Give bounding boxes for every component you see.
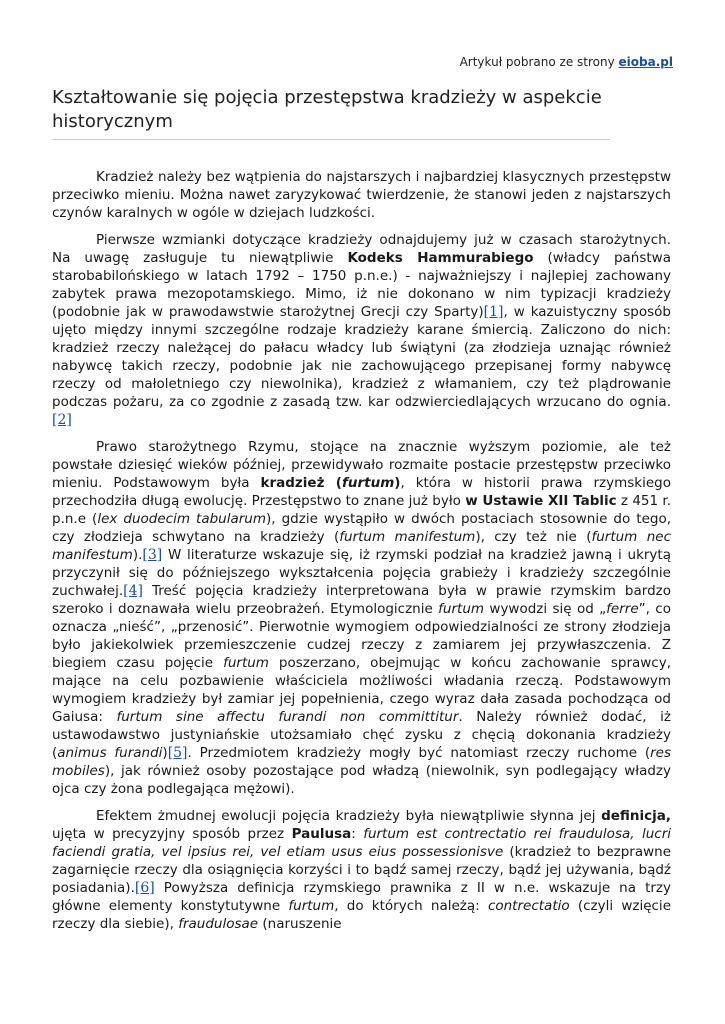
paragraph-2: Pierwsze wzmianki dotyczące kradzieży odnajdujemy już w czasach starożytnych. Na uwagę zasługuje tu niewątpliwie Kodeks Hammurabiego (władcy państwa starobabilońskiego w latach 1792 – 1750 p.n.e.) - najważniejszy i najlepiej zachowany zabytek prawa mezopotamskiego. Mimo, iż nie dokonano w nim typizacji kradzieży (podobnie jak w prawodawstwie starożytnej Grecji czy Sparty)[1], w kazuistyczny sposób ujęto między innymi szczególne rodzaje kradzieży karane śmiercią. Zaliczono do nich: kradzież rzeczy należącej do pałacu władcy lub świątyni (za złodzieja uznając również nabywcę takich rzeczy, podobnie jak nie zachowującego przepisanej formy nabywcę rzeczy od małoletniego czy niewolnika), kradzież z włamaniem, czy też plądrowanie podczas pożaru, za co zgodnie z zasadą tzw. kar odzwierciedlających wrzucano do ognia.[2] bbox=[52, 232, 671, 428]
title-divider bbox=[52, 139, 610, 140]
source-prefix: Artykuł pobrano ze strony bbox=[459, 55, 619, 69]
footnote-link-2[interactable]: [2] bbox=[52, 412, 72, 428]
paragraph-1: Kradzież należy bez wątpienia do najstarszych i najbardziej klasycznych przestępstw przeciwko mieniu. Można nawet zaryzykować twierdzenie, że stanowi jeden z najstarszych czynów karalnych w ogóle w dziejach ludzkości. bbox=[52, 169, 671, 221]
footnote-link-3[interactable]: [3] bbox=[142, 547, 163, 563]
footnote-link-6[interactable]: [6] bbox=[134, 880, 155, 896]
article-title: Kształtowanie się pojęcia przestępstwa kradzieży w aspekcie historycznym bbox=[52, 87, 602, 132]
footnote-link-1[interactable]: [1] bbox=[483, 304, 504, 320]
paragraph-4: Efektem żmudnej ewolucji pojęcia kradzieży była niewątpliwie słynna jej definicja, ujęta w precyzyjny sposób przez Paulusa: furtum est contrectatio rei fraudulosa, lucri faciendi gratia, vel ipsius rei, vel etiam usus eius possessionisve (kradzież to bezprawne zagarnięcie rzeczy dla osiągnięcia korzyści i to bądź samej rzeczy, bądź jej używania, bądź posiadania).[6] Powyższa definicja rzymskiego prawnika z II w n.e. wskazuje na trzy główne elementy konstytutywne furtum, do których należą: contrectatio (czyli wzięcie rzeczy dla siebie), fraudulosae (naruszenie bbox=[52, 808, 672, 932]
paragraph-3: Prawo starożytnego Rzymu, stojące na znacznie wyższym poziomie, ale też powstałe dziesięć wieków później, przewidywało rozmaite postacie przestępstw przeciwko mieniu. Podstawowym była kradzież (furtum), która w historii prawa rzymskiego przechodziła długą ewolucję. Przestępstwo to znane już było w Ustawie XII Tablic z 451 r. p.n.e (lex duodecim tabularum), gdzie wystąpiło w dwóch postaciach stosownie do tego, czy złodzieja schwytano na kradzieży (furtum manifestum), czy też nie (furtum nec manifestum).[3] W literaturze wskazuje się, iż rzymski podział na kradzież jawną i ukrytą przyczynił się do późniejszego wykształcenia pojęcia grabieży i kradzieży szczególnie zuchwałej.[4] Treść pojęcia kradzieży interpretowana była w prawie rzymskim bardzo szeroko i doznawała wielu przeobrażeń. Etymologicznie furtum wywodzi się od „ferre”, co oznacza „nieść”, „przenosić”. Pierwotnie wymogiem odpowiedzialności ze strony złodzieja było jakiekolwiek przemieszczenie cudzej rzeczy z zamiarem jej przywłaszczenia. Z biegiem czasu pojęcie furtum poszerzano, obejmując w końcu zachowanie sprawcy, mające na celu pozbawienie właściciela możliwości władania rzeczą. Podstawowym wymogiem kradzieży był zamiar jej popełnienia, czego wyraz dała zasada pochodząca od Gaiusa: furtum sine affectu furandi non committitur. Należy również dodać, iż ustawodawstwo justyniańskie utożsamiało chęć zysku z chęcią dokonania kradzieży (animus furandi)[5]. Przedmiotem kradzieży mogły być natomiast rzeczy ruchome (res mobiles), jak również osoby pozostające pod władzą (niewolnik, syn podlegający władzy ojca czy żona podlegająca mężowi). bbox=[52, 439, 672, 797]
article-body bbox=[52, 168, 671, 942]
source-attribution bbox=[460, 55, 673, 69]
footnote-link-4[interactable]: [4] bbox=[123, 583, 143, 599]
source-site-link[interactable]: eioba.pl bbox=[618, 55, 673, 69]
footnote-link-5[interactable]: [5] bbox=[167, 745, 188, 761]
